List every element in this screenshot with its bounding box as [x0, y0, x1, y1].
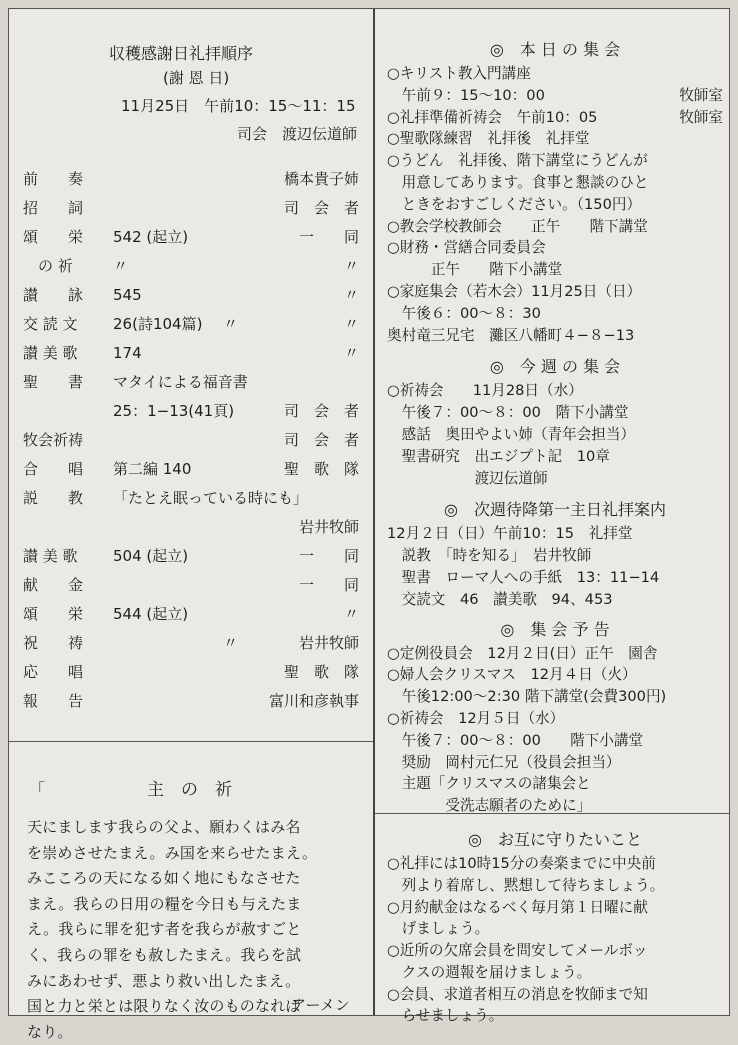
order-row [23, 629, 363, 658]
order-item-person: 司 会 者 [283, 402, 359, 420]
announcement-line: クスの週報を届けましょう。 [387, 963, 592, 981]
advent-service-section [387, 497, 723, 610]
announcement-text: ○家庭集会（若木会）11月25日（日） [387, 282, 642, 300]
order-item-person: 岩井牧師 [298, 634, 359, 652]
announcement-line [387, 107, 723, 129]
order-item-detail: 26(詩104篇) [113, 315, 203, 333]
prayer-line: え。我らに罪を犯す者を我らが赦すごと [27, 920, 302, 939]
order-item-detail: 174 [113, 344, 142, 362]
program-presider: 司会 渡辺伝道師 [237, 125, 358, 143]
prayer-line: みこころの天になる如く地にもなさせた [27, 869, 301, 888]
bracket-icon: 「 [29, 780, 46, 799]
announcement-line [387, 216, 723, 238]
announcement-place: 牧師室 [679, 86, 723, 104]
order-row [23, 194, 363, 223]
announcement-line [387, 303, 723, 325]
order-item-person: 〃 [343, 315, 359, 333]
order-item-name: 報 告 [23, 692, 84, 710]
order-row [23, 513, 363, 542]
program-title: 収穫感謝日礼拝順序 [109, 44, 254, 63]
announcement-line: ○月約献金はなるべく毎月第１日曜に献 [387, 898, 648, 916]
order-item-person: 司 会 者 [283, 199, 359, 217]
order-item-person: 〃 [343, 344, 359, 362]
prayer-line: まえ。我らの日用の糧を今日も与えたま [27, 894, 302, 913]
order-item-detail: マタイによる福音書 [113, 373, 248, 391]
announcement-line: 午後７：00〜８：00 階下小講堂 [387, 731, 644, 749]
announcement-line: 聖書研究 出エジプト記 10章 [387, 447, 610, 465]
announcement-line [387, 259, 723, 281]
announcement-text: 奥村竜三兄宅 灘区八幡町４−８−13 [387, 326, 635, 344]
order-item-name: 讃 詠 [23, 286, 84, 304]
order-item-detail2: 〃 [223, 315, 239, 333]
order-row [23, 658, 363, 687]
order-item-name: 献 金 [23, 576, 84, 594]
announcement-line: らせましょう。 [387, 1007, 504, 1025]
announcement-text: ときをおすごしください。（150円） [387, 195, 642, 213]
announcement-line: 列より着席し、黙想して待ちましょう。 [387, 876, 665, 894]
announcement-line: 午後７：00〜８：00 階下小講堂 [387, 404, 629, 422]
announcement-line: ○会員、求道者相互の消息を牧師まで知 [387, 985, 648, 1003]
order-item-person: 聖 歌 隊 [283, 460, 359, 478]
announcement-line: ○近所の欠席会員を問安してメールボッ [387, 942, 648, 960]
prayer-amen: アーメン [291, 996, 350, 1014]
announcement-line [387, 172, 723, 194]
prayer-line: を崇めさせたまえ。み国を来らせたまえ。 [27, 843, 318, 862]
announcement-line: げましょう。 [387, 920, 490, 938]
order-item-person: 司 会 者 [283, 431, 359, 449]
this-week-meetings-section [387, 354, 723, 489]
order-row [23, 339, 363, 368]
order-row [23, 368, 363, 397]
order-row [23, 426, 363, 455]
order-item-person: 橋本貴子姉 [283, 170, 359, 188]
order-item-detail: 542 (起立) [113, 228, 189, 246]
order-row [23, 310, 363, 339]
order-item-person: 一 同 [298, 228, 359, 246]
order-item-detail: 544 (起立) [113, 605, 189, 623]
announcement-place: 牧師室 [679, 108, 723, 126]
upcoming-meetings-section [387, 617, 723, 817]
order-item-person: 聖 歌 隊 [283, 663, 359, 681]
announcement-line [387, 281, 723, 303]
announcement-line: 12月２日（日）午前10：15 礼拝堂 [387, 525, 633, 543]
order-item-person: 〃 [343, 286, 359, 304]
announcement-line [387, 150, 723, 172]
order-item-person: 〃 [343, 605, 359, 623]
announcement-text: 午後６：00〜８：30 [387, 304, 541, 322]
order-item-name: 応 唱 [23, 663, 84, 681]
prayer-line: 天にまします我らの父よ、願わくはみ名 [27, 818, 301, 836]
order-item-detail: 「たとえ眠っている時にも」 [113, 489, 309, 507]
order-item-name: 前 奏 [23, 170, 84, 188]
order-row [23, 252, 363, 281]
order-item-name: 説 教 [23, 489, 84, 507]
order-row [23, 687, 363, 716]
order-row [23, 281, 363, 310]
mutual-commitments-section [387, 827, 723, 1027]
program-datetime: 11月25日 午前10：15〜11：15 [121, 97, 356, 115]
announcement-text: 午前９：15〜10：00 [387, 86, 545, 104]
announcement-line: 奨励 岡村元仁兄（役員会担当） [387, 753, 621, 771]
announcement-text: ○聖歌隊練習 礼拝後 礼拝堂 [387, 130, 590, 148]
announcement-line [387, 63, 723, 85]
announcement-line: ○婦人会クリスマス 12月４日（火） [387, 666, 637, 684]
announcement-text: 正午 階下小講堂 [387, 261, 563, 279]
bulletin-sheet [8, 8, 730, 1041]
announcement-line: 午後12:00〜2:30 階下講堂(会費300円) [387, 688, 667, 706]
section-heading: ◎ 今 週 の 集 会 [489, 357, 621, 377]
order-row [23, 600, 363, 629]
announcement-line: 感話 奥田やよい姉（青年会担当） [387, 425, 636, 443]
order-item-detail: 第二編 140 [113, 460, 192, 478]
order-item-name: 頌 栄 [23, 605, 84, 623]
left-section-divider [9, 741, 373, 742]
section-heading: ◎ 本 日 の 集 会 [489, 40, 621, 59]
announcement-line: ○礼拝には10時15分の奏楽までに中央前 [387, 854, 656, 872]
order-row [23, 397, 363, 426]
order-item-person: 一 同 [298, 547, 359, 565]
order-item-person: 岩井牧師 [298, 518, 359, 536]
announcement-line [387, 128, 723, 150]
announcement-line [387, 237, 723, 259]
order-item-name: 招 詞 [23, 199, 84, 217]
announcement-line: ○祈祷会 11月28日（水） [387, 382, 583, 400]
announcement-text: ○財務・営繕合同委員会 [387, 239, 546, 257]
order-row [23, 455, 363, 484]
order-item-name: 聖 書 [23, 373, 84, 391]
prayer-line: 国と力と栄とは限りなく汝のものなれば [27, 997, 301, 1016]
announcement-line: 交読文 46 讃美歌 94、453 [387, 590, 613, 608]
announcement-line: 主題「クリスマスの諸集会と [387, 775, 591, 793]
order-item-name: 牧会祈祷 [23, 431, 84, 449]
order-item-name: 合 唱 [23, 460, 84, 478]
order-item-name: 讃 美 歌 [23, 344, 78, 362]
order-row [23, 542, 363, 571]
announcement-text: 用意してあります。食事と懇談のひと [387, 173, 649, 191]
order-row [23, 571, 363, 600]
order-item-person: 〃 [343, 257, 359, 275]
announcement-line: 聖書 ローマ人への手紙 13：11−14 [387, 568, 660, 586]
prayer-line: みにあわせず、悪より救い出したまえ。 [27, 971, 301, 990]
worship-order-list [23, 165, 363, 716]
order-item-detail: 504 (起立) [113, 547, 189, 565]
prayer-title: 主 の 祈 [147, 780, 232, 800]
order-item-detail2: 〃 [223, 634, 239, 652]
order-item-person: 一 同 [298, 576, 359, 594]
announcement-text: ○礼拝準備祈祷会 午前10：05 [387, 108, 598, 126]
today-meetings-section [387, 37, 723, 346]
order-item-name: の 祈 [23, 257, 73, 275]
order-row [23, 223, 363, 252]
announcement-line [387, 325, 723, 347]
order-item-name: 讃 美 歌 [23, 547, 78, 565]
announcement-line [387, 85, 723, 107]
order-item-name: 頌 栄 [23, 228, 84, 246]
announcement-line [387, 194, 723, 216]
order-row [23, 165, 363, 194]
announcement-line: 受洗志願者のために」 [387, 797, 592, 815]
announcement-line: 説教 「時を知る」 岩井牧師 [387, 547, 592, 565]
prayer-line: なり。 [27, 1022, 73, 1041]
section-heading: ◎ 集 会 予 告 [500, 619, 610, 639]
order-item-detail: 25：1−13(41頁) [113, 402, 235, 420]
announcement-text: ○教会学校教師会 正午 階下講堂 [387, 217, 648, 235]
announcement-text: ○キリスト教入門講座 [387, 65, 531, 82]
prayer-line: く、我らの罪をも赦したまえ。我らを試 [27, 945, 302, 964]
order-item-person: 富川和彦執事 [268, 692, 359, 710]
announcement-line: ○祈祷会 12月５日（水） [387, 709, 565, 727]
order-item-name: 交 読 文 [23, 315, 78, 333]
announcement-text: ○うどん 礼拝後、階下講堂にうどんが [387, 152, 648, 170]
announcement-line: 渡辺伝道師 [387, 469, 548, 487]
program-subtitle: (謝 恩 日) [163, 69, 230, 87]
announcements-column [387, 37, 723, 1027]
section-heading: ◎ お互に守りたいこと [468, 829, 642, 849]
order-item-name: 祝 祷 [23, 634, 84, 652]
section-heading: ◎ 次週待降第一主日礼拝案内 [444, 500, 666, 520]
order-item-detail: 545 [113, 286, 142, 304]
order-row [23, 484, 363, 513]
order-item-detail: 〃 [113, 257, 129, 275]
announcement-line: ○定例役員会 12月２日(日）正午 園舎 [387, 644, 658, 662]
